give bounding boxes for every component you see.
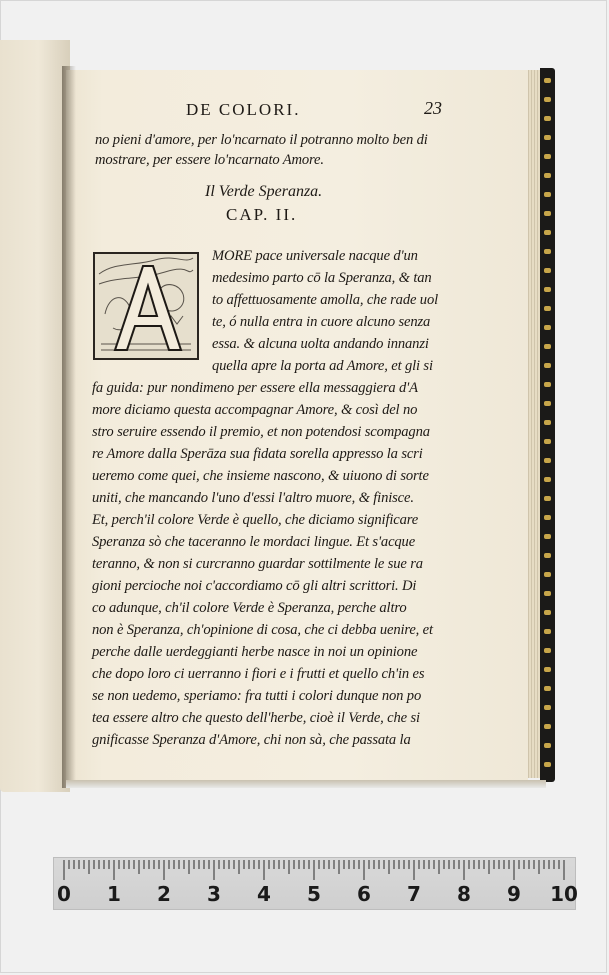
text-line: se non uedemo, speriamo: fra tutti i colori dunque non po	[92, 688, 422, 704]
text-line: quella apre la porta ad Amore, et gli si	[212, 358, 433, 374]
ruler-label: 0	[57, 882, 71, 906]
text-line: tea essere altro che questo dell'herbe, cioè il Verde, che si	[92, 710, 420, 726]
text-line: uniti, che mancando l'uno d'essi l'altro muore, & finisce.	[92, 490, 414, 506]
text-line: MORE pace universale nacque d'un	[212, 248, 418, 264]
gilt-ornament	[544, 173, 551, 178]
gilt-ornament	[544, 477, 551, 482]
gilt-ornament	[544, 116, 551, 121]
ruler-label: 10	[550, 882, 578, 906]
gilt-ornament	[544, 154, 551, 159]
ruler-label: 6	[357, 882, 371, 906]
text-line: co adunque, ch'il colore Verde è Speranza, perche altro	[92, 600, 407, 616]
gilt-ornament	[544, 211, 551, 216]
gilt-ornament	[544, 268, 551, 273]
text-line: gioni percioche noi c'accordiamo cō gli altri scrittori. Di	[92, 578, 417, 594]
text-line: Speranza sò che taceranno le mordaci lingue. Et s'acque	[92, 534, 416, 550]
ruler-label: 1	[107, 882, 121, 906]
ruler-ticks	[54, 858, 575, 882]
text-line: more diciamo questa accompagnar Amore, & così del no	[92, 402, 418, 418]
text-line: no pieni d'amore, per lo'ncarnato il potranno molto ben di	[95, 132, 428, 148]
page-number: 23	[424, 98, 442, 118]
ruler-label: 3	[207, 882, 221, 906]
ruler-label: 2	[157, 882, 171, 906]
gilt-ornament	[544, 743, 551, 748]
gilt-ornament	[544, 78, 551, 83]
running-head: DE COLORI.	[186, 100, 301, 119]
gilt-ornament	[544, 192, 551, 197]
text-line: essa. & alcuna uolta andando innanzi	[212, 336, 429, 352]
ruler-label: 7	[407, 882, 421, 906]
gilt-ornament	[544, 458, 551, 463]
text-line: perche dalle uerdeggianti herbe nasce in noi un opinione	[92, 644, 418, 660]
text-line: ueremo come quei, che insieme nascono, & uiuono di sorte	[92, 468, 429, 484]
gilt-ornament	[544, 249, 551, 254]
gilt-ornament	[544, 762, 551, 767]
ruler-label: 4	[257, 882, 271, 906]
gilt-ornament	[544, 515, 551, 520]
gilt-ornament	[544, 420, 551, 425]
text-line: te, ó nulla entra in cuore alcuno senza	[212, 314, 431, 330]
chapter-number: CAP. II.	[226, 205, 298, 224]
gilt-ornament	[544, 363, 551, 368]
gilt-ornament	[544, 686, 551, 691]
gilt-ornament	[544, 553, 551, 558]
chapter-title: Il Verde Speranza.	[205, 183, 323, 200]
text-line: gnificasse Speranza d'Amore, chi non sà, che passata la	[92, 732, 411, 748]
gilt-ornament	[544, 325, 551, 330]
text-line: medesimo parto cō la Speranza, & tan	[212, 270, 432, 286]
text-line: Et, perch'il colore Verde è quello, che diciamo significare	[92, 512, 419, 528]
gilt-ornament	[544, 724, 551, 729]
text-line: to affettuosamente amolla, che rade uol	[212, 292, 438, 308]
gilt-ornament	[544, 629, 551, 634]
ruler-label: 8	[457, 882, 471, 906]
gilt-ornament	[544, 572, 551, 577]
text-line: non è Speranza, ch'opinione di cosa, che ci debba uenire, et	[92, 622, 433, 638]
gutter-shadow	[62, 66, 76, 788]
gilt-ornament	[544, 667, 551, 672]
ruler-label: 9	[507, 882, 521, 906]
text-line: stro seruire essendo il premio, et non potendosi scompagna	[92, 424, 430, 440]
text-line: teranno, & non si curcranno guardar sottilmente le sue ra	[92, 556, 423, 572]
gilt-ornament	[544, 344, 551, 349]
gilt-ornament	[544, 401, 551, 406]
gilt-ornament	[544, 591, 551, 596]
gilt-ornament	[544, 230, 551, 235]
gilt-ornament	[544, 496, 551, 501]
text-line: mostrare, per essere lo'ncarnato Amore.	[95, 152, 324, 168]
gilt-ornament	[544, 534, 551, 539]
gilt-ornament	[544, 97, 551, 102]
page-shadow	[66, 780, 546, 788]
measurement-ruler	[53, 857, 576, 910]
gilt-ornament	[544, 382, 551, 387]
gilt-ornament	[544, 135, 551, 140]
woodcut-initial-image	[93, 252, 199, 360]
gilt-ornament	[544, 648, 551, 653]
ruler-label: 5	[307, 882, 321, 906]
gilt-ornament	[544, 287, 551, 292]
gilt-ornament	[544, 705, 551, 710]
text-line: fa guida: pur nondimeno per essere ella messaggiera d'A	[92, 380, 418, 396]
gilt-ornament	[544, 439, 551, 444]
text-line: re Amore dalla Sperāza sua fidata sorella appresso la scri	[92, 446, 423, 462]
gilt-ornament	[544, 306, 551, 311]
facing-page-text	[0, 0, 66, 975]
text-line: che dopo loro ci uerranno i fiori e i frutti et quello ch'in es	[92, 666, 425, 682]
gilt-ornament	[544, 610, 551, 615]
